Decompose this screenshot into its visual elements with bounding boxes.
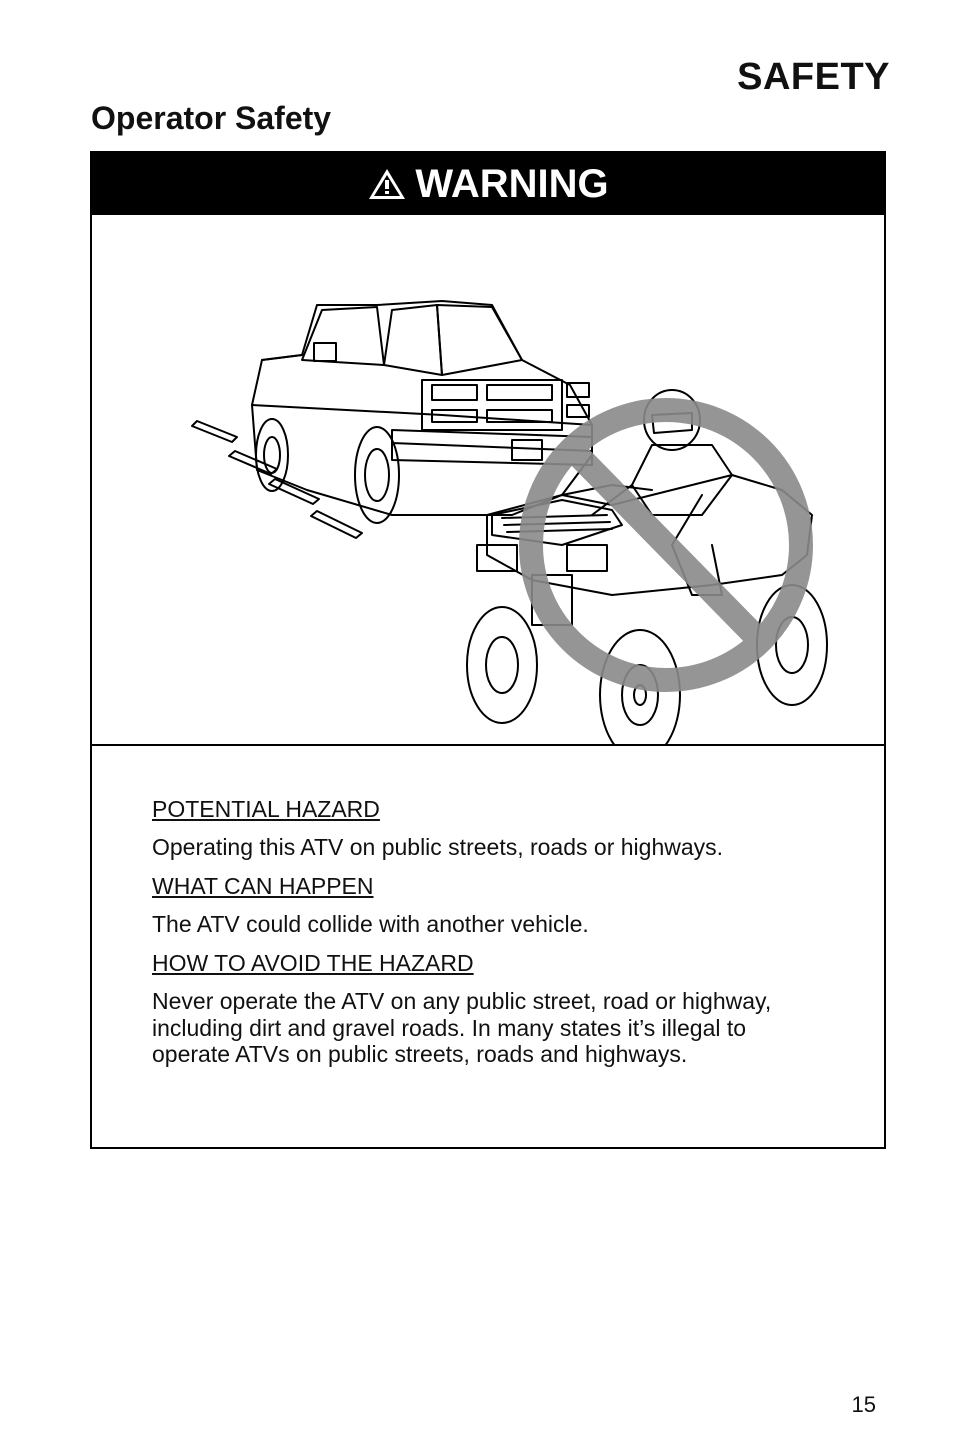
avoidance-text: Never operate the ATV on any public street, road or highway, including dirt and gravel roads. In many states it’s illegal to operate ATVs on public streets, roads and highways.	[152, 988, 772, 1068]
consequence-text: The ATV could collide with another vehicle.	[152, 911, 589, 938]
warning-header	[92, 153, 884, 215]
warning-text	[92, 746, 884, 1068]
road-dashes	[192, 421, 362, 538]
atv-on-road-illustration	[92, 215, 884, 744]
subsection-title: Operator Safety	[91, 100, 332, 136]
warning-triangle-icon	[367, 167, 407, 201]
hazard-text: Operating this ATV on public streets, roads or highways.	[152, 834, 724, 861]
page-number: 15	[851, 1392, 876, 1417]
warning-title: WARNING	[415, 161, 609, 206]
avoidance-heading: HOW TO AVOID THE HAZARD	[152, 949, 474, 976]
illustration	[92, 215, 884, 746]
section-title: SAFETY	[737, 56, 890, 98]
hazard-heading: POTENTIAL HAZARD	[152, 796, 380, 822]
warning-box	[90, 151, 886, 1149]
consequence-heading: WHAT CAN HAPPEN	[152, 872, 374, 899]
